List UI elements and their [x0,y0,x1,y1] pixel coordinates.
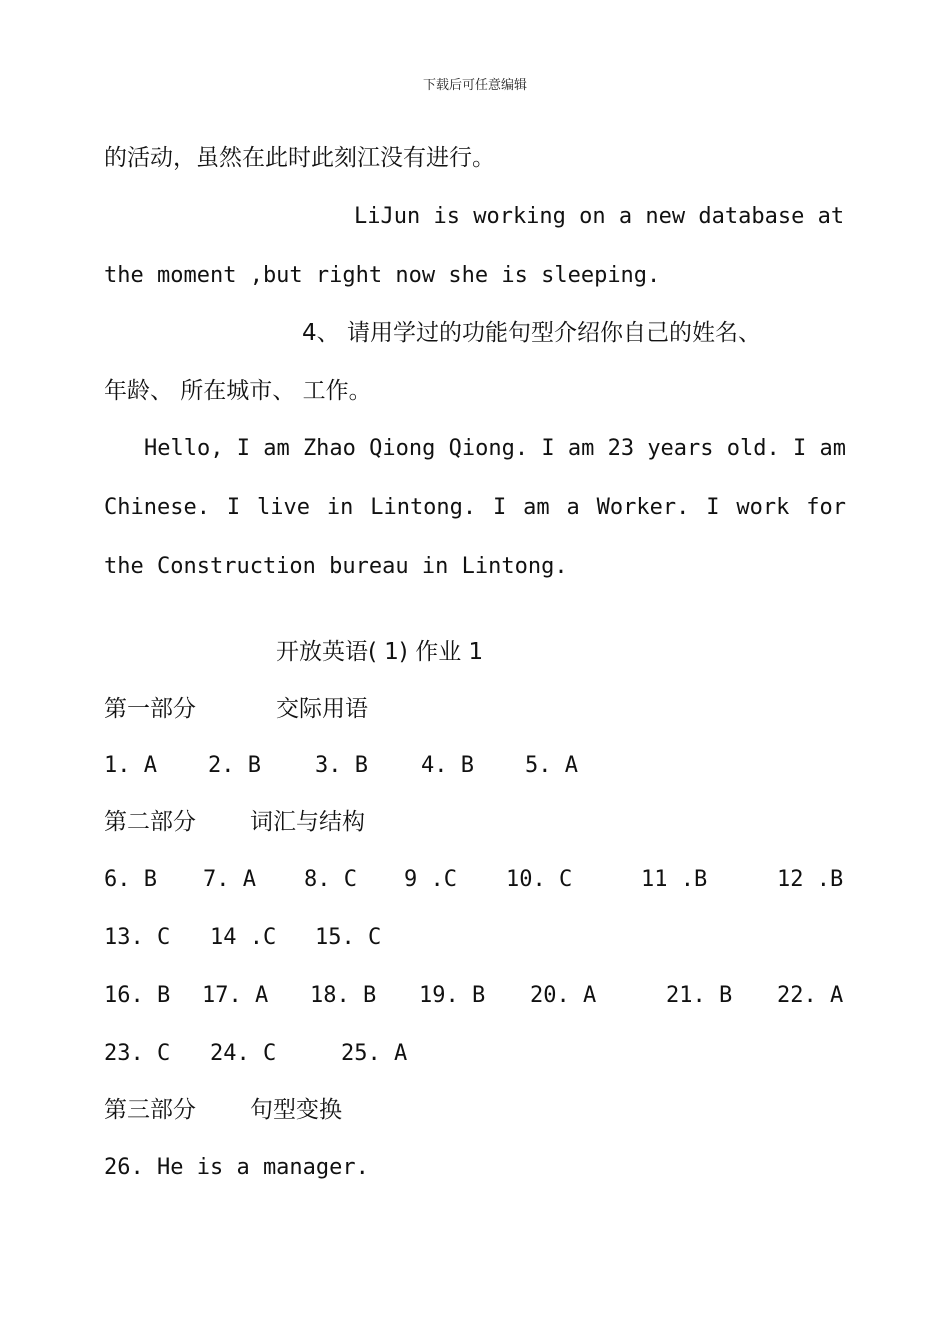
part2-subtitle: 词汇与结构 [250,809,365,835]
answer-item: 19. B [419,983,486,1008]
answer-item: 10. C [506,867,573,892]
part2-title: 第二部分 [104,809,196,835]
answer-item: 13. C [104,925,171,950]
answer-item: 2. B [208,753,261,778]
answer-item: 17. A [202,983,269,1008]
answer-item-26: 26. He is a manager. [104,1155,369,1180]
paragraph-line: LiJun is working on a new database at [354,204,845,229]
answer-item: 4. B [421,753,474,778]
answer-item: 24. C [210,1041,277,1066]
intro-line: Chinese. I live in Lintong. I am a Worker. I work for [104,495,846,520]
answer-item: 6. B [104,867,157,892]
intro-line: the Construction bureau in Lintong. [104,554,568,579]
page-header: 下载后可任意编辑 [422,78,527,93]
intro-line: Hello, I am Zhao Qiong Qiong. I am 23 years old. I am [144,436,846,461]
answer-item: 25. A [341,1041,408,1066]
part1-title: 第一部分 [104,696,196,722]
section-title: 开放英语( 1) 作业 1 [276,639,484,665]
answer-item: 12 .B [777,867,844,892]
answer-item: 7. A [203,867,256,892]
question-4-line: 年龄、 所在城市、 工作。 [104,378,372,404]
answer-item: 3. B [315,753,368,778]
paragraph-line: 的活动，虽然在此时此刻江没有进行。 [104,145,495,171]
paragraph-line: the moment ,but right now she is sleeping. [104,263,661,288]
answer-item: 8. C [304,867,357,892]
answer-item: 14 .C [210,925,277,950]
answer-item: 16. B [104,983,171,1008]
part1-subtitle: 交际用语 [276,696,368,722]
answer-item: 20. A [530,983,597,1008]
part3-subtitle: 句型变换 [250,1097,342,1123]
answer-item: 18. B [310,983,377,1008]
answer-item: 15. C [315,925,382,950]
answer-item: 23. C [104,1041,171,1066]
answer-item: 1. A [104,753,157,778]
answer-item: 5. A [525,753,578,778]
answer-item: 21. B [666,983,733,1008]
answer-item: 11 .B [641,867,708,892]
answer-item: 22. A [777,983,844,1008]
part3-title: 第三部分 [104,1097,196,1123]
answer-item: 9 .C [404,867,457,892]
question-4-line: 4、 请用学过的功能句型介绍你自己的姓名、 [302,320,761,346]
